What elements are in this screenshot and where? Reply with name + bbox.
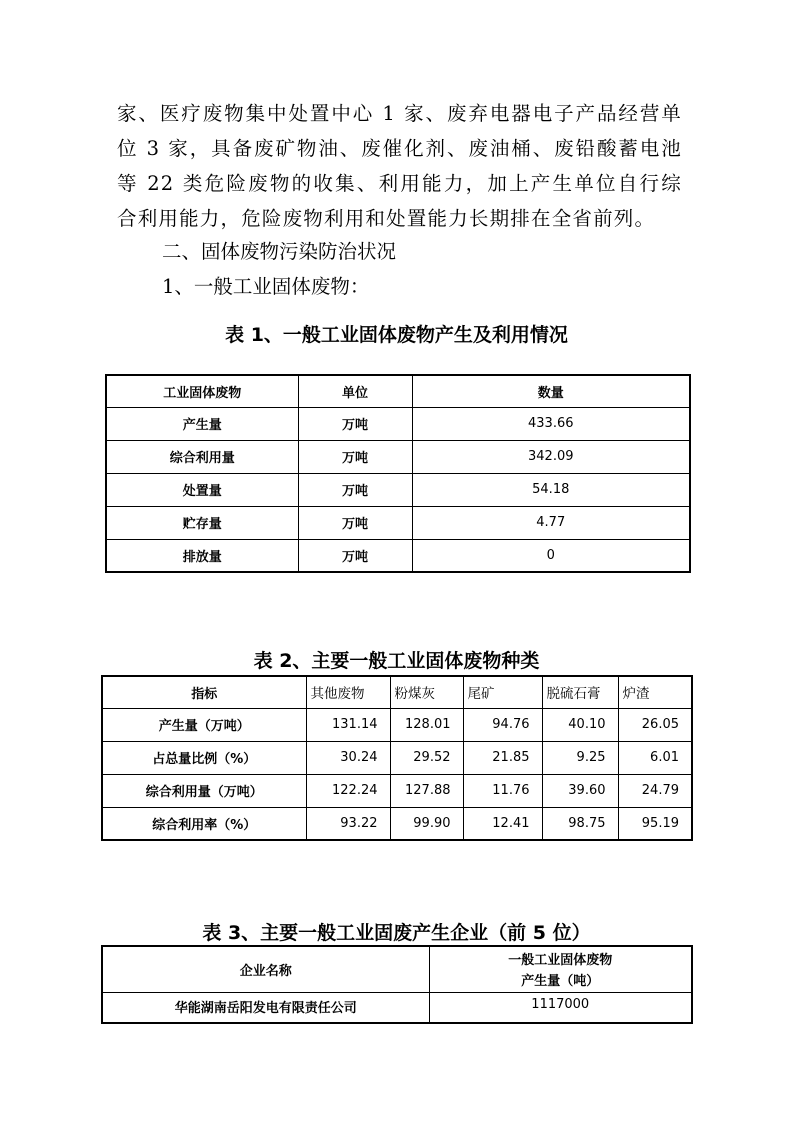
table2-value-cell: 12.41 — [463, 807, 542, 840]
table2-value-cell: 93.22 — [306, 807, 390, 840]
table2-value-cell: 26.05 — [618, 708, 692, 741]
table2-value-cell: 24.79 — [618, 774, 692, 807]
table-row — [106, 440, 690, 473]
table2-value-cell: 127.88 — [390, 774, 463, 807]
table2-value-cell: 11.76 — [463, 774, 542, 807]
table1-label-cell: 排放量 — [106, 539, 298, 572]
table1-header-cell: 单位 — [298, 375, 412, 407]
table1-unit-cell: 万吨 — [298, 506, 412, 539]
table2 — [101, 675, 693, 841]
table-row — [102, 807, 692, 840]
table1-unit-cell: 万吨 — [298, 473, 412, 506]
table3-header-row — [102, 946, 692, 992]
table1-caption: 表 1、一般工业固体废物产生及利用情况 — [225, 324, 568, 346]
table2-value-cell: 131.14 — [306, 708, 390, 741]
table-row — [106, 539, 690, 572]
table2-header-cell: 尾矿 — [463, 676, 542, 708]
table2-value-cell: 99.90 — [390, 807, 463, 840]
table2-label-cell: 综合利用率（%） — [102, 807, 306, 840]
table2-value-cell: 94.76 — [463, 708, 542, 741]
table1-label-cell: 综合利用量 — [106, 440, 298, 473]
table1-value-cell: 433.66 — [412, 407, 690, 440]
table1-header-cell: 工业固体废物 — [106, 375, 298, 407]
table2-label-cell: 占总量比例（%） — [102, 741, 306, 774]
table-row — [102, 708, 692, 741]
table2-value-cell: 29.52 — [390, 741, 463, 774]
table2-header-cell: 其他废物 — [306, 676, 390, 708]
table2-label-cell: 综合利用量（万吨） — [102, 774, 306, 807]
table2-value-cell: 95.19 — [618, 807, 692, 840]
table3-header-amount-line2: 产生量（吨） — [521, 974, 600, 990]
table2-value-cell: 128.01 — [390, 708, 463, 741]
table2-header-cell: 粉煤灰 — [390, 676, 463, 708]
section-heading: 二、固体废物污染防治状况 — [162, 240, 397, 263]
table2-value-cell: 40.10 — [542, 708, 618, 741]
intro-line-3: 等 22 类危险废物的收集、利用能力，加上产生单位自行综 — [117, 172, 682, 195]
intro-line-4: 合利用能力，危险废物利用和处置能力长期排在全省前列。 — [117, 207, 656, 230]
table-row — [102, 992, 692, 1023]
table2-value-cell: 6.01 — [618, 741, 692, 774]
subsection-heading: 1、一般工业固体废物： — [162, 275, 370, 298]
table1-unit-cell: 万吨 — [298, 440, 412, 473]
table1-value-cell: 342.09 — [412, 440, 690, 473]
table-row — [106, 407, 690, 440]
table3-header-company: 企业名称 — [102, 946, 429, 992]
table2-value-cell: 98.75 — [542, 807, 618, 840]
table2-value-cell: 9.25 — [542, 741, 618, 774]
table2-value-cell: 21.85 — [463, 741, 542, 774]
table1-label-cell: 贮存量 — [106, 506, 298, 539]
table1-value-cell: 4.77 — [412, 506, 690, 539]
table2-label-cell: 产生量（万吨） — [102, 708, 306, 741]
table1-value-cell: 0 — [412, 539, 690, 572]
table2-caption: 表 2、主要一般工业固体废物种类 — [253, 650, 540, 672]
table1-header-row — [106, 375, 690, 407]
table1 — [105, 374, 691, 573]
table2-value-cell: 39.60 — [542, 774, 618, 807]
table3-company-cell: 华能湖南岳阳发电有限责任公司 — [102, 992, 429, 1023]
table1-value-cell: 54.18 — [412, 473, 690, 506]
table3-header-amount-line1: 一般工业固体废物 — [508, 953, 613, 969]
table3 — [101, 945, 693, 1024]
table-row — [106, 473, 690, 506]
table1-label-cell: 处置量 — [106, 473, 298, 506]
table2-header-row — [102, 676, 692, 708]
table1-unit-cell: 万吨 — [298, 539, 412, 572]
table3-caption: 表 3、主要一般工业固废产生企业（前 5 位） — [202, 922, 591, 944]
table-row — [102, 741, 692, 774]
table1-unit-cell: 万吨 — [298, 407, 412, 440]
table2-header-cell: 炉渣 — [618, 676, 692, 708]
table3-amount-cell: 1117000 — [429, 992, 692, 1023]
table2-header-cell: 指标 — [102, 676, 306, 708]
intro-line-1: 家、医疗废物集中处置中心 1 家、废弃电器电子产品经营单 — [117, 102, 682, 125]
table-row — [102, 774, 692, 807]
table1-label-cell: 产生量 — [106, 407, 298, 440]
table2-value-cell: 30.24 — [306, 741, 390, 774]
intro-line-2: 位 3 家，具备废矿物油、废催化剂、废油桶、废铅酸蓄电池 — [117, 137, 682, 160]
table2-value-cell: 122.24 — [306, 774, 390, 807]
table1-header-cell: 数量 — [412, 375, 690, 407]
table3-header-amount — [429, 946, 692, 992]
table2-header-cell: 脱硫石膏 — [542, 676, 618, 708]
table-row — [106, 506, 690, 539]
